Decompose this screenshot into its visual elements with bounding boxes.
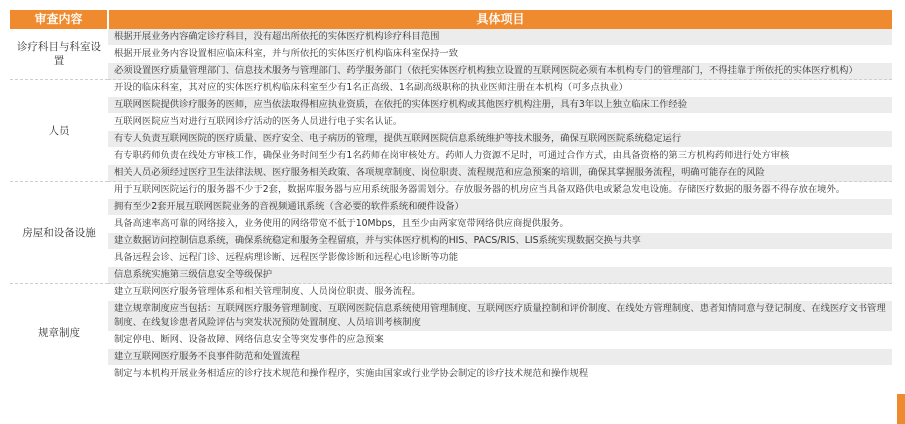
table-row (10, 148, 892, 165)
category-cell: 人员 (10, 80, 108, 182)
item-cell: 根据开展业务内容确定诊疗科目，没有超出所依托的实体医疗机构诊疗科目范围 (108, 29, 892, 46)
table-row (10, 233, 892, 250)
table-row (10, 182, 892, 199)
table-row (10, 46, 892, 63)
item-cell: 制定停电、断网、设备故障、网络信息安全等突发事件的应急预案 (108, 332, 892, 349)
table-row (10, 366, 892, 383)
table-row (10, 216, 892, 233)
table-row (10, 63, 892, 80)
item-cell: 建立互联网医疗服务管理体系和相关管理制度、人员岗位职责、服务流程。 (108, 284, 892, 301)
table-row (10, 165, 892, 182)
table-row (10, 301, 892, 332)
item-cell: 建立规章制度应当包括：互联网医疗服务管理制度、互联网医院信息系统使用管理制度、互联网医疗质量控制和评价制度、在线处方管理制度、患者知情同意与登记制度、在线医疗文书管理制度、在线复诊患者风险评估与突发状况预防处置制度、人员培训考核制度 (108, 301, 892, 332)
table-row (10, 250, 892, 267)
item-cell: 制定与本机构开展业务相适应的诊疗技术规范和操作程序，实施由国家或行业学协会制定的诊疗技术规范和操作规程 (108, 366, 892, 383)
item-cell: 互联网医院应当对进行互联网诊疗活动的医务人员进行电子实名认证。 (108, 114, 892, 131)
category-cell: 诊疗科目与科室设置 (17, 41, 101, 67)
table-row (10, 199, 892, 216)
item-cell: 建立数据访问控制信息系统，确保系统稳定和服务全程留痕，并与实体医疗机构的HIS、PACS/RIS、LIS系统实现数据交换与共享 (108, 233, 892, 250)
table-row (10, 332, 892, 349)
side-tab-marker (897, 394, 905, 424)
table-row (10, 114, 892, 131)
table-header-row (10, 10, 892, 29)
table-row (10, 97, 892, 114)
item-cell: 具备远程会诊、远程门诊、远程病理诊断、远程医学影像诊断和远程心电诊断等功能 (108, 250, 892, 267)
item-cell: 信息系统实施第三级信息安全等级保护 (108, 267, 892, 284)
table-row (10, 131, 892, 148)
item-cell: 必须设置医疗质量管理部门、信息技术服务与管理部门、药学服务部门（依托实体医疗机构独立设置的互联网医院必须有本机构专门的管理部门，不得挂靠于所依托的实体医疗机构） (108, 63, 892, 80)
category-cell: 房屋和设备设施 (10, 182, 108, 284)
item-cell: 拥有至少2套开展互联网医院业务的音视频通讯系统（含必要的软件系统和硬件设备） (108, 199, 892, 216)
item-cell: 具备高速率高可靠的网络接入，业务使用的网络带宽不低于10Mbps，且至少由两家宽带网络供应商提供服务。 (108, 216, 892, 233)
table-row (10, 80, 892, 97)
table-row (10, 284, 892, 301)
category-cell: 规章制度 (10, 284, 108, 383)
item-cell: 互联网医院提供诊疗服务的医师，应当依法取得相应执业资质，在依托的实体医疗机构或其他医疗机构注册，具有3年以上独立临床工作经验 (108, 97, 892, 114)
item-cell: 根据开展业务内容设置相应临床科室，并与所依托的实体医疗机构临床科室保持一致 (108, 46, 892, 63)
item-cell: 建立互联网医疗服务不良事件防范和处置流程 (108, 349, 892, 366)
header-specific-items: 具体项目 (108, 10, 892, 29)
item-cell: 开设的临床科室，其对应的实体医疗机构临床科室至少有1名正高级、1名副高级职称的执业医师注册在本机构（可多点执业） (108, 80, 892, 97)
table-row (10, 267, 892, 284)
item-cell: 有专职药师负责在线处方审核工作，确保业务时间至少有1名药师在岗审核处方。药师人力资源不足时，可通过合作方式，由具备资格的第三方机构药师进行处方审核 (108, 148, 892, 165)
table-row (10, 29, 892, 46)
table-row (10, 349, 892, 366)
item-cell: 相关人员必须经过医疗卫生法律法规、医疗服务相关政策、各项规章制度、岗位职责、流程规范和应急预案的培训，确保其掌握服务流程，明确可能存在的风险 (108, 165, 892, 182)
review-table (10, 10, 892, 382)
header-review-content: 审查内容 (10, 10, 108, 29)
item-cell: 有专人负责互联网医院的医疗质量、医疗安全、电子病历的管理，提供互联网医院信息系统维护等技术服务，确保互联网医院系统稳定运行 (108, 131, 892, 148)
item-cell: 用于互联网医院运行的服务器不少于2套，数据库服务器与应用系统服务器需划分。存放服务器的机房应当具备双路供电或紧急发电设施。存储医疗数据的服务器不得存放在境外。 (108, 182, 892, 199)
